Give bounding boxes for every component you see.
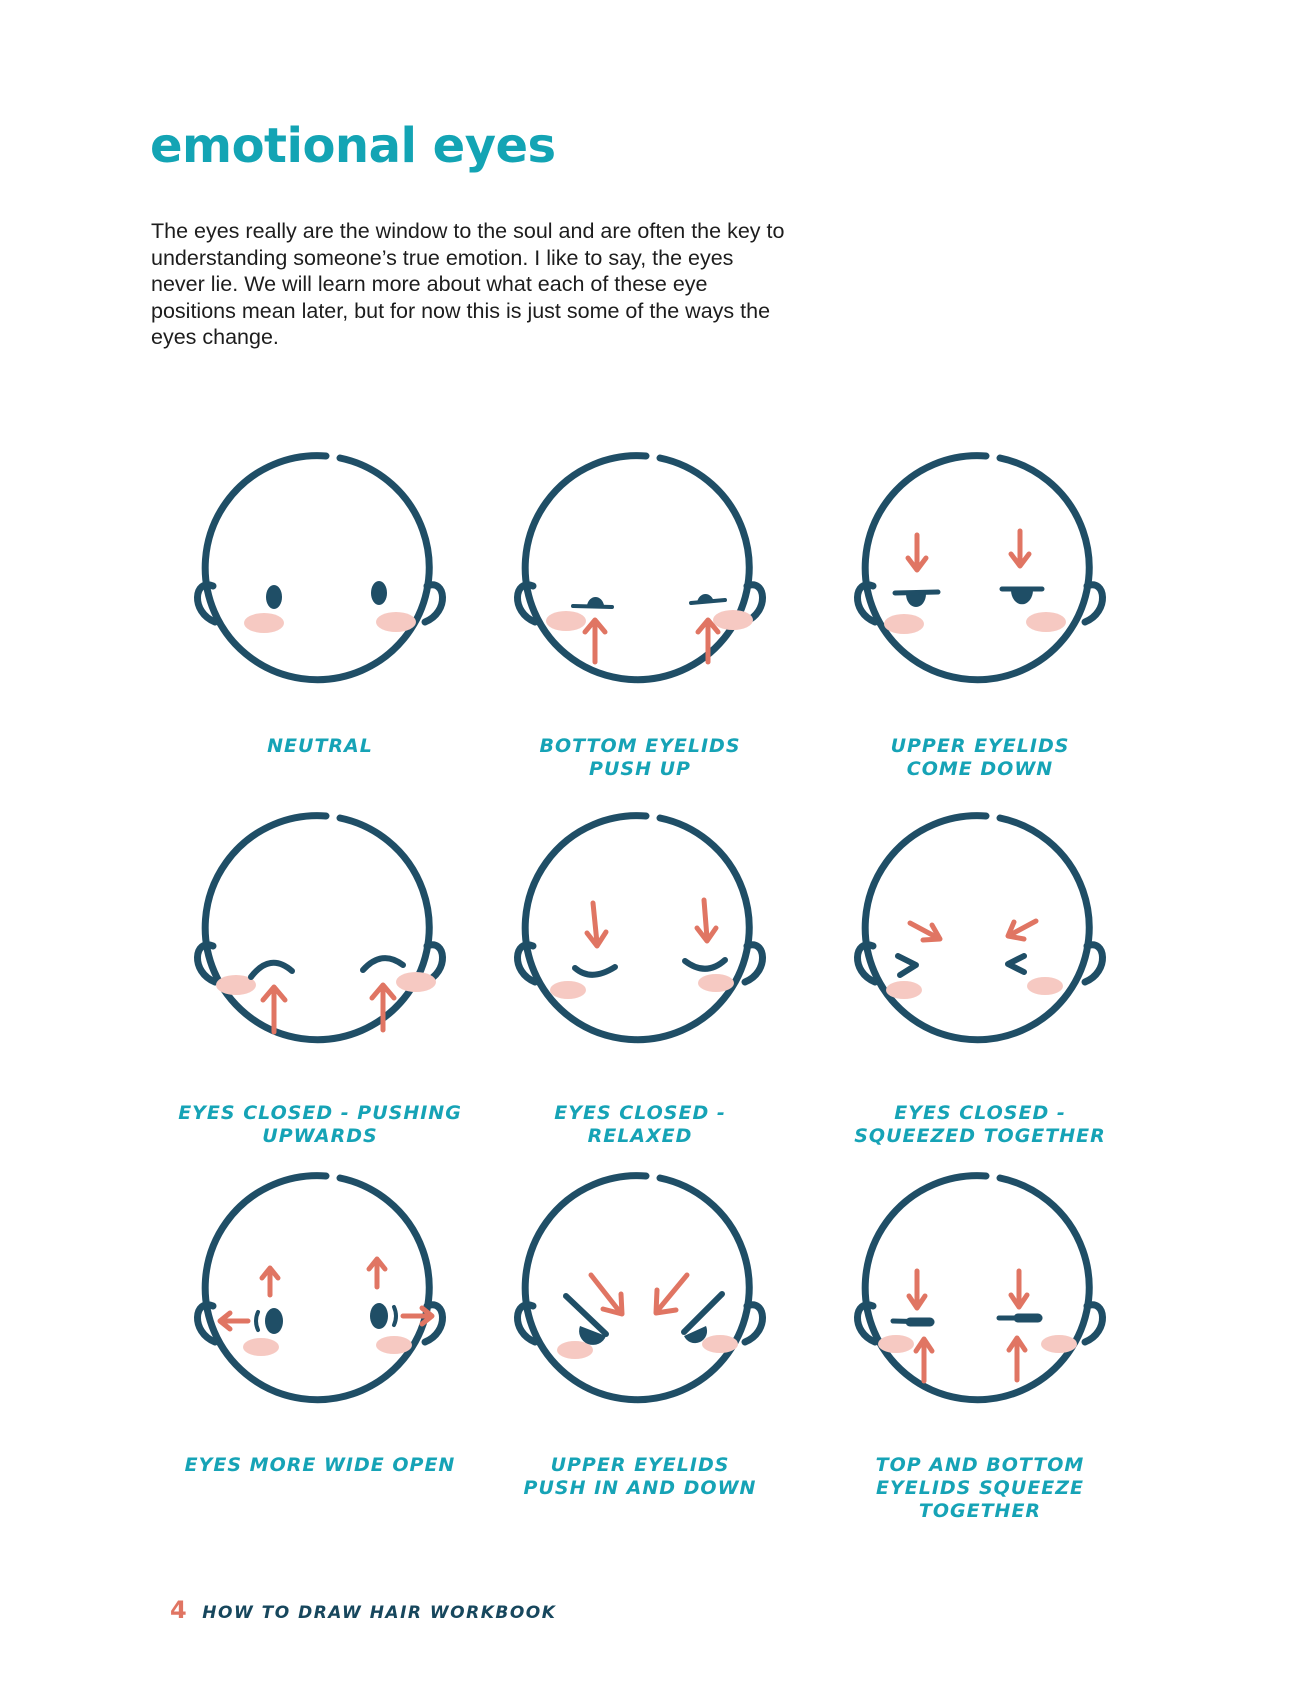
page-footer <box>170 1596 556 1624</box>
caption-line: EYES CLOSED - <box>894 1102 1066 1124</box>
upper-eyelids-come-down-face-icon <box>820 440 1140 700</box>
face-card-eyes-closed-relaxed <box>480 800 800 1147</box>
face-caption <box>480 735 800 781</box>
face-caption <box>820 1102 1140 1148</box>
caption-line: UPPER EYELIDS <box>890 735 1070 757</box>
caption-line: UPWARDS <box>262 1125 378 1147</box>
caption-line: EYES CLOSED - <box>554 1102 726 1124</box>
face-card-neutral <box>160 440 480 780</box>
face-caption <box>160 1102 480 1148</box>
face-caption <box>820 735 1140 781</box>
caption-line: EYES MORE WIDE OPEN <box>184 1454 456 1476</box>
neutral-face-icon <box>160 440 480 700</box>
eyes-closed-squeezed-face-icon <box>820 800 1140 1060</box>
caption-line: BOTTOM EYELIDS <box>539 735 741 757</box>
caption-line: TOP AND BOTTOM <box>875 1454 1085 1476</box>
page-title: emotional eyes <box>150 118 556 174</box>
caption-line: TOGETHER <box>918 1500 1042 1522</box>
caption-line: SQUEEZED TOGETHER <box>854 1125 1106 1147</box>
caption-line: COME DOWN <box>906 758 1054 780</box>
caption-line: UPPER EYELIDS <box>550 1454 730 1476</box>
face-card-eyes-wide-open <box>160 1160 480 1500</box>
face-caption <box>160 735 480 758</box>
bottom-eyelids-push-up-face-icon <box>480 440 800 700</box>
face-caption <box>480 1102 800 1148</box>
upper-eyelids-push-in-down-face-icon <box>480 1160 800 1420</box>
face-card-upper-eyelids-push-in-down <box>480 1160 800 1500</box>
face-card-bottom-eyelids-push-up <box>480 440 800 780</box>
caption-line: PUSH UP <box>589 758 691 780</box>
book-title: HOW TO DRAW HAIR WORKBOOK <box>202 1603 557 1623</box>
caption-line: EYES CLOSED - PUSHING <box>178 1102 462 1124</box>
face-card-upper-eyelids-come-down <box>820 440 1140 780</box>
eyes-closed-relaxed-face-icon <box>480 800 800 1060</box>
page-number: 4 <box>170 1596 187 1624</box>
eyes-closed-pushing-upwards-face-icon <box>160 800 480 1060</box>
caption-line: NEUTRAL <box>267 735 373 757</box>
eyes-wide-open-face-icon <box>160 1160 480 1420</box>
face-card-eyes-closed-squeezed <box>820 800 1140 1147</box>
top-bottom-eyelids-squeeze-face-icon <box>820 1160 1140 1420</box>
face-caption <box>160 1454 480 1477</box>
caption-line: EYELIDS SQUEEZE <box>876 1477 1084 1499</box>
face-caption <box>480 1454 800 1500</box>
face-card-eyes-closed-pushing-upwards <box>160 800 480 1147</box>
face-caption <box>820 1454 1140 1523</box>
face-card-top-bottom-eyelids-squeeze <box>820 1160 1140 1522</box>
caption-line: PUSH IN AND DOWN <box>523 1477 757 1499</box>
caption-line: RELAXED <box>587 1125 693 1147</box>
intro-paragraph: The eyes really are the window to the soul and are often the key to understanding someone’s true emotion. I like to say, the eyes never lie. We will learn more about what each of these eye positions mean later, but for now this is just some of the ways the eyes change. <box>151 219 785 349</box>
